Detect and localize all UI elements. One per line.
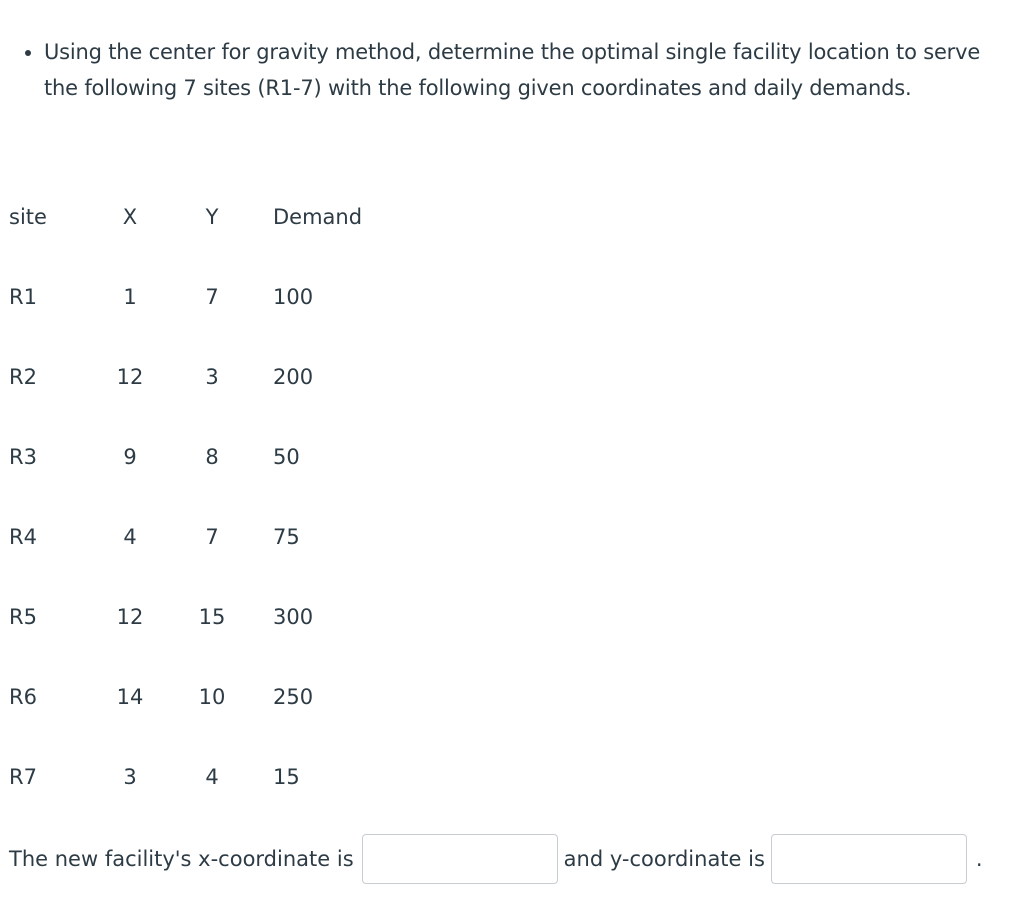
table-row (0, 577, 383, 657)
cell-y: 4 (205, 765, 219, 789)
cell-demand: 300 (273, 605, 314, 629)
header-site: site (9, 205, 47, 229)
header-y: Y (205, 205, 219, 229)
table-row (0, 737, 383, 817)
cell-site: R6 (9, 685, 37, 709)
x-coordinate-label: The new facility's x-coordinate is (9, 847, 354, 871)
question-block (16, 34, 1011, 106)
cell-x: 3 (123, 765, 137, 789)
table-row (0, 417, 383, 497)
header-x: X (122, 205, 138, 229)
table-row (0, 337, 383, 417)
cell-demand: 15 (273, 765, 300, 789)
table-row (0, 657, 383, 737)
cell-demand: 50 (273, 445, 300, 469)
cell-demand: 250 (273, 685, 314, 709)
cell-y: 8 (205, 445, 219, 469)
cell-demand: 200 (273, 365, 314, 389)
cell-x: 9 (123, 445, 137, 469)
y-coordinate-input[interactable] (771, 834, 967, 884)
header-spacer (151, 177, 191, 257)
answer-row (9, 831, 983, 887)
cell-y: 7 (205, 525, 219, 549)
cell-site: R3 (9, 445, 37, 469)
cell-site: R7 (9, 765, 37, 789)
cell-x: 4 (123, 525, 137, 549)
cell-x: 14 (116, 685, 144, 709)
cell-site: R5 (9, 605, 37, 629)
question-list (16, 34, 1011, 106)
cell-y: 10 (198, 685, 226, 709)
sentence-period: . (975, 847, 983, 871)
cell-y: 3 (205, 365, 219, 389)
y-coordinate-label: and y-coordinate is (563, 847, 765, 871)
cell-x: 12 (116, 605, 144, 629)
cell-demand: 75 (273, 525, 300, 549)
header-spacer (233, 177, 273, 257)
table-header-row (0, 177, 383, 257)
question-text: • Using the center for gravity method, determine the optimal single facility location to serve the following 7 sites (R1-7) with the following given coordinates and daily demands. (44, 34, 1011, 106)
cell-demand: 100 (273, 285, 314, 309)
x-coordinate-input[interactable] (362, 834, 558, 884)
cell-x: 12 (116, 365, 144, 389)
cell-site: R2 (9, 365, 37, 389)
cell-y: 7 (205, 285, 219, 309)
cell-x: 1 (123, 285, 137, 309)
header-demand: Demand (273, 205, 363, 229)
cell-y: 15 (198, 605, 226, 629)
table-row (0, 257, 383, 337)
cell-site: R1 (9, 285, 37, 309)
table-row (0, 497, 383, 577)
cell-site: R4 (9, 525, 37, 549)
site-data-table (0, 177, 383, 817)
